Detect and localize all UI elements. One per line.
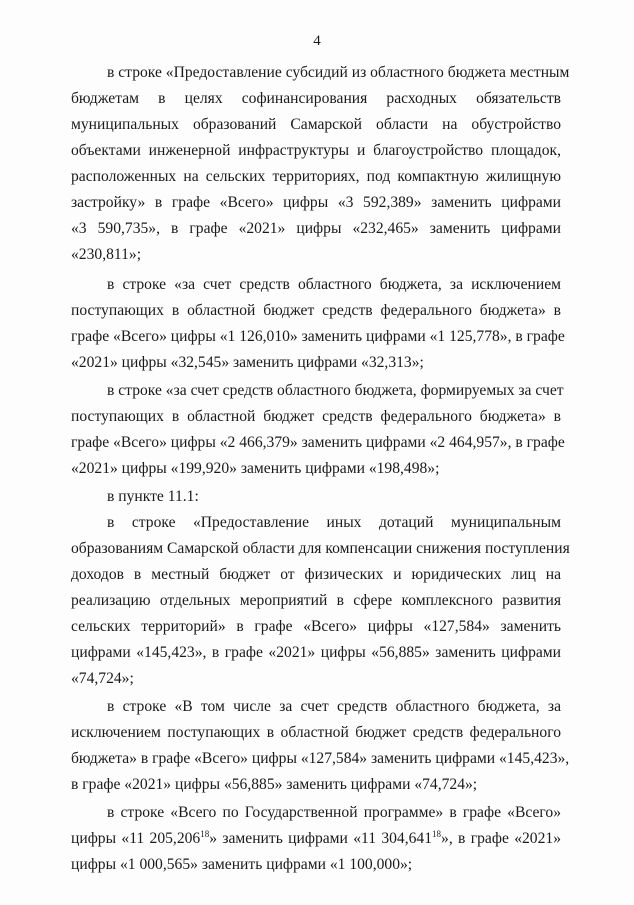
text-line: в строке «за счет средств областного бюджета, за исключением	[107, 276, 561, 293]
text-line: «2021» цифры «32,545» заменить цифрами «32,313»;	[71, 354, 424, 371]
text-line: в строке «за счет средств областного бюджета, формируемых за счет	[107, 382, 564, 399]
text-line: «230,811»;	[71, 246, 142, 263]
text-line: в графе «2021» цифры «56,885» заменить цифрами «74,724»;	[71, 776, 478, 793]
text-line: цифры «1 000,565» заменить цифрами «1 100,000»;	[71, 856, 413, 873]
text-line: «2021» цифры «199,920» заменить цифрами «198,498»;	[71, 460, 440, 477]
text-line: бюджета» в графе «Всего» цифры «127,584» заменить цифрами «145,423»,	[71, 750, 570, 767]
text-fragment: » заменить цифрами «11 304,641	[209, 830, 433, 847]
text-line: поступающих в областной бюджет средств федерального бюджета» в	[71, 302, 561, 319]
text-line: «74,724»;	[71, 670, 134, 687]
text-line: застройку» в графе «Всего» цифры «3 592,389» заменить цифрами	[71, 194, 561, 211]
page-number: 4	[313, 33, 321, 49]
text-line: образованиям Самарской области для компенсации снижения поступления	[71, 540, 570, 557]
text-fragment: », в графе «2021»	[441, 830, 561, 847]
text-line: сельских территорий» в графе «Всего» цифры «127,584» заменить	[71, 618, 561, 635]
footnote-marker: 18	[432, 829, 442, 839]
text-line: расположенных на сельских территориях, под компактную жилищную	[71, 168, 561, 185]
text-fragment: цифры «11 205,206	[71, 830, 201, 847]
text-line: в строке «В том числе за счет средств областного бюджета, за	[107, 698, 561, 715]
text-line: муниципальных образований Самарской области на обустройство	[71, 116, 561, 133]
text-line: в пункте 11.1:	[107, 488, 199, 505]
text-line: в строке «Предоставление субсидий из областного бюджета местным	[107, 64, 570, 81]
text-line: графе «Всего» цифры «2 466,379» заменить цифрами «2 464,957», в графе	[71, 434, 565, 451]
text-line	[71, 829, 561, 849]
text-line: поступающих в областной бюджет средств федерального бюджета» в	[71, 408, 561, 425]
text-line: в строке «Всего по Государственной программе» в графе «Всего»	[107, 804, 561, 821]
text-line: реализацию отдельных мероприятий в сфере комплексного развития	[71, 592, 561, 609]
footnote-marker: 18	[200, 829, 210, 839]
text-line: доходов в местный бюджет от физических и юридических лиц на	[71, 566, 561, 583]
text-line: цифрами «145,423», в графе «2021» цифры «56,885» заменить цифрами	[71, 644, 561, 661]
text-line: объектами инженерной инфраструктуры и благоустройство площадок,	[71, 142, 561, 159]
text-line: исключением поступающих в областной бюджет средств федерального	[71, 724, 561, 741]
text-line: бюджетам в целях софинансирования расходных обязательств	[71, 90, 561, 107]
text-line: в строке «Предоставление иных дотаций муниципальным	[107, 514, 561, 531]
text-line: графе «Всего» цифры «1 126,010» заменить цифрами «1 125,778», в графе	[71, 328, 565, 345]
text-line: «3 590,735», в графе «2021» цифры «232,465» заменить цифрами	[71, 220, 561, 237]
